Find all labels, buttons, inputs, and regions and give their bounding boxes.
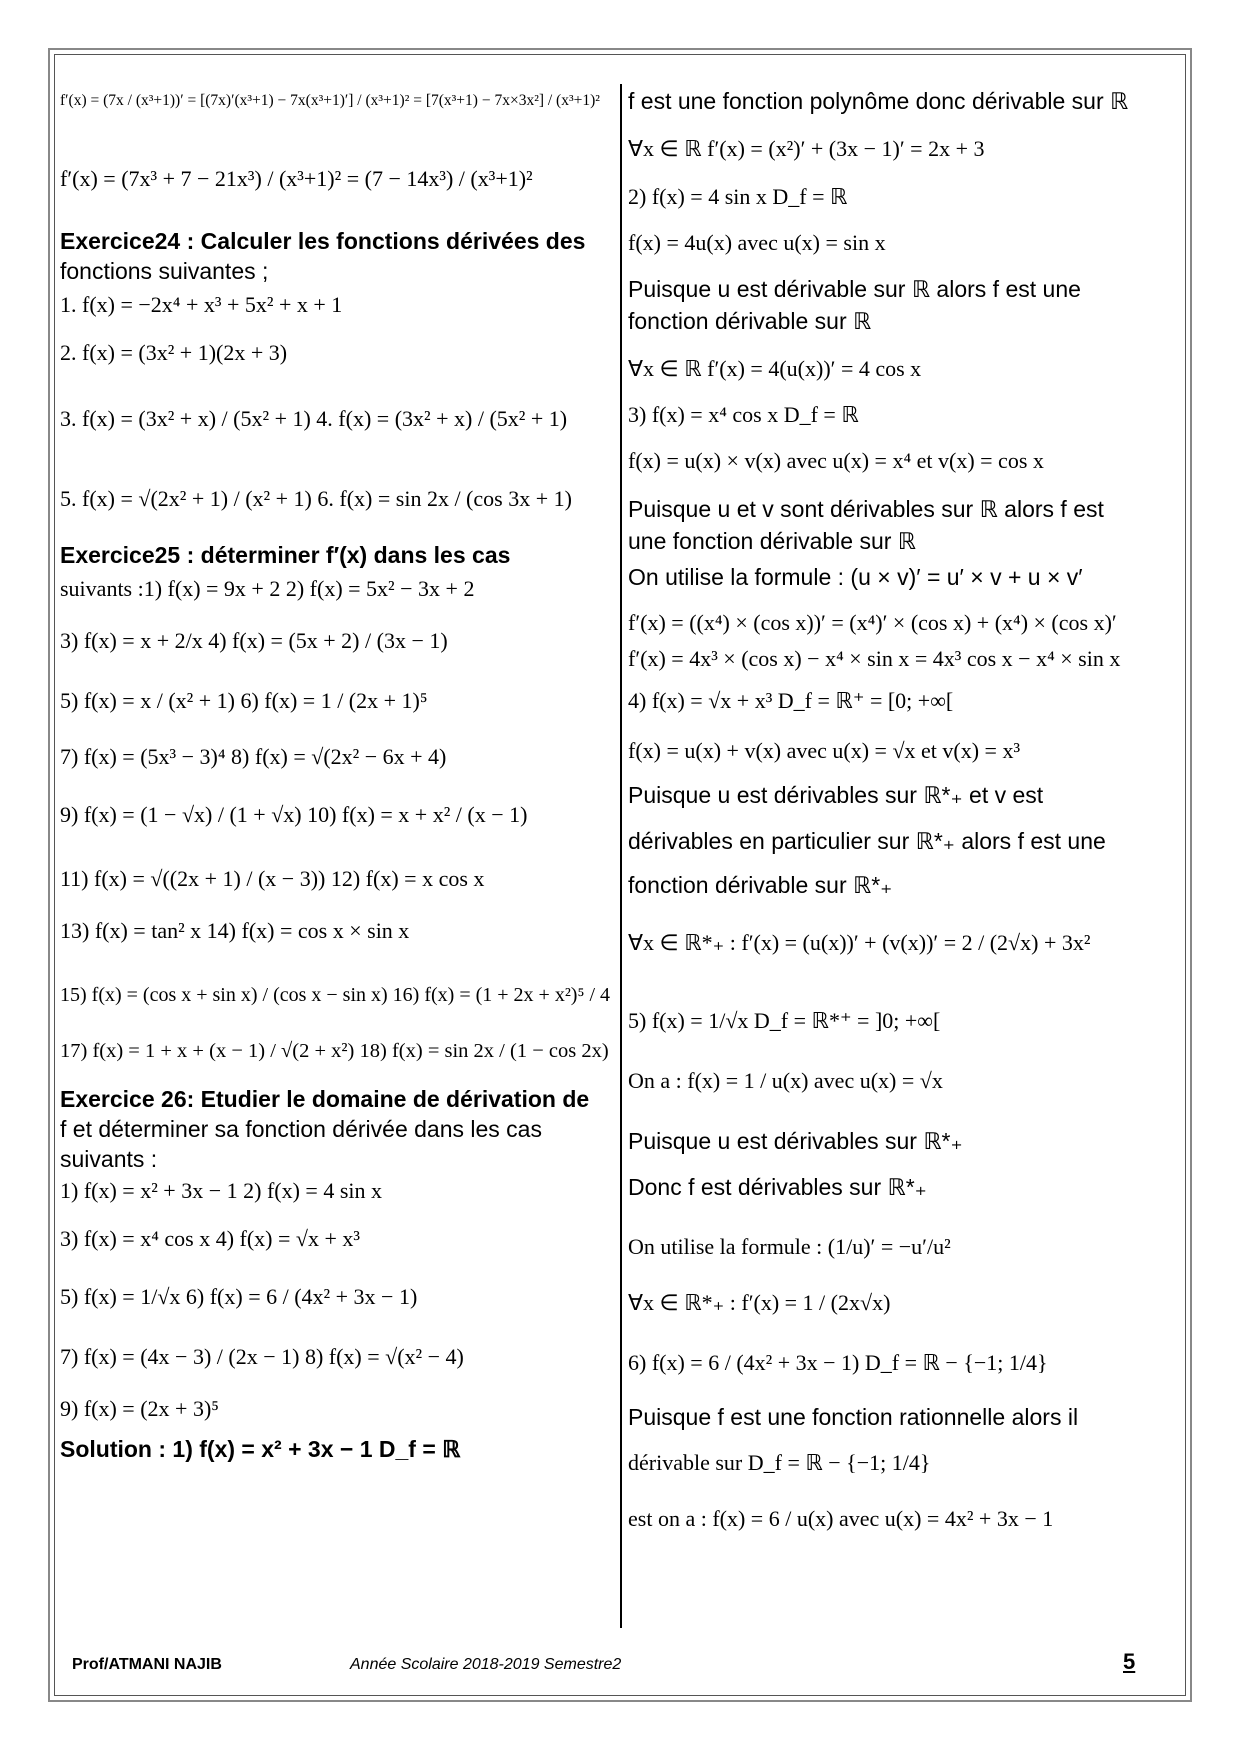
formula-line: 6) f(x) = 6 / (4x² + 3x − 1) D_f = ℝ − {−1; 1/4} bbox=[628, 1350, 1048, 1375]
exercise-item: 3. f(x) = (3x² + x) / (5x² + 1) 4. f(x) = (3x² + x) / (5x² + 1) bbox=[60, 406, 568, 431]
formula-line: 5) f(x) = 1/√x D_f = ℝ*⁺ = ]0; +∞[ bbox=[628, 1008, 941, 1033]
footer-author: Prof/ATMANI NAJIB bbox=[72, 1656, 222, 1673]
footer-school-year: Année Scolaire 2018-2019 Semestre2 bbox=[350, 1656, 622, 1673]
derivative-line: f′(x) = (7x³ + 7 − 21x³) / (x³+1)² = (7 − 14x³) / (x³+1)² bbox=[60, 166, 533, 191]
exercise-item: 2. f(x) = (3x² + 1)(2x + 3) bbox=[60, 340, 288, 365]
text-line: fonctions suivantes ; bbox=[60, 258, 269, 284]
exercise-item: 13) f(x) = tan² x 14) f(x) = cos x × sin x bbox=[60, 918, 410, 943]
text-line: suivants : bbox=[60, 1146, 158, 1172]
formula-line: On a : f(x) = 1 / u(x) avec u(x) = √x bbox=[628, 1068, 943, 1093]
exercise-item: 5. f(x) = √(2x² + 1) / (x² + 1) 6. f(x) = sin 2x / (cos 3x + 1) bbox=[60, 486, 572, 511]
formula-line: est on a : f(x) = 6 / u(x) avec u(x) = 4x² + 3x − 1 bbox=[628, 1506, 1054, 1531]
text-line: fonction dérivable sur ℝ bbox=[628, 308, 872, 334]
formula-line: f(x) = 4u(x) avec u(x) = sin x bbox=[628, 230, 886, 255]
text-line: Puisque u et v sont dérivables sur ℝ alors f est bbox=[628, 496, 1104, 522]
formula-line: 2) f(x) = 4 sin x D_f = ℝ bbox=[628, 184, 848, 209]
exercise-item: 3) f(x) = x⁴ cos x 4) f(x) = √x + x³ bbox=[60, 1226, 360, 1251]
formula-line: ∀x ∈ ℝ f′(x) = 4(u(x))′ = 4 cos x bbox=[628, 356, 922, 381]
text-line: Puisque u est dérivables sur ℝ*₊ et v est bbox=[628, 782, 1044, 808]
exercise-item: 1. f(x) = −2x⁴ + x³ + 5x² + x + 1 bbox=[60, 292, 343, 317]
page-number: 5 bbox=[1123, 1649, 1136, 1674]
formula-line: dérivable sur D_f = ℝ − {−1; 1/4} bbox=[628, 1450, 931, 1475]
text-line: f et déterminer sa fonction dérivée dans les cas bbox=[60, 1116, 542, 1142]
text-line: Puisque f est une fonction rationnelle alors il bbox=[628, 1404, 1079, 1430]
formula-line: f(x) = u(x) × v(x) avec u(x) = x⁴ et v(x) = cos x bbox=[628, 448, 1044, 473]
text-line: fonction dérivable sur ℝ*₊ bbox=[628, 872, 893, 898]
formula-line: 3) f(x) = x⁴ cos x D_f = ℝ bbox=[628, 402, 859, 427]
formula-line: f′(x) = ((x⁴) × (cos x))′ = (x⁴)′ × (cos x) + (x⁴) × (cos x)′ bbox=[628, 610, 1117, 635]
exercise-heading: Exercice 26: Etudier le domaine de dérivation de bbox=[60, 1086, 590, 1112]
formula-line: f′(x) = 4x³ × (cos x) − x⁴ × sin x = 4x³ cos x − x⁴ × sin x bbox=[628, 646, 1121, 671]
exercise-item: 11) f(x) = √((2x + 1) / (x − 3)) 12) f(x) = x cos x bbox=[60, 866, 485, 891]
exercise-item: 5) f(x) = 1/√x 6) f(x) = 6 / (4x² + 3x − 1) bbox=[60, 1284, 418, 1309]
exercise-item: 17) f(x) = 1 + x + (x − 1) / √(2 + x²) 18) f(x) = sin 2x / (1 − cos 2x) bbox=[60, 1040, 609, 1062]
formula-line: ∀x ∈ ℝ f′(x) = (x²)′ + (3x − 1)′ = 2x + 3 bbox=[628, 136, 985, 161]
exercise-item: 5) f(x) = x / (x² + 1) 6) f(x) = 1 / (2x + 1)⁵ bbox=[60, 688, 428, 713]
exercise-item: 9) f(x) = (1 − √x) / (1 + √x) 10) f(x) = x + x² / (x − 1) bbox=[60, 802, 528, 827]
text-line: Donc f est dérivables sur ℝ*₊ bbox=[628, 1174, 927, 1200]
text-line: Puisque u est dérivables sur ℝ*₊ bbox=[628, 1128, 963, 1154]
text-line: f est une fonction polynôme donc dérivable sur ℝ bbox=[628, 88, 1129, 114]
formula-line: ∀x ∈ ℝ*₊ : f′(x) = 1 / (2x√x) bbox=[628, 1290, 891, 1315]
text-line: On utilise la formule : (u × v)′ = u′ × v + u × v′ bbox=[628, 564, 1083, 590]
exercise-heading: Exercice25 : déterminer f′(x) dans les cas bbox=[60, 542, 511, 568]
text-line: Puisque u est dérivable sur ℝ alors f est une bbox=[628, 276, 1081, 302]
exercise-item: 3) f(x) = x + 2/x 4) f(x) = (5x + 2) / (3x − 1) bbox=[60, 628, 448, 653]
exercise-item: 15) f(x) = (cos x + sin x) / (cos x − sin x) 16) f(x) = (1 + 2x + x²)⁵ / 4 bbox=[60, 984, 610, 1006]
column-divider bbox=[620, 84, 622, 1628]
text-line: dérivables en particulier sur ℝ*₊ alors f est une bbox=[628, 828, 1106, 854]
solution-heading: Solution : 1) f(x) = x² + 3x − 1 D_f = ℝ bbox=[60, 1436, 461, 1462]
derivative-line: f′(x) = (7x / (x³+1))′ = [(7x)′(x³+1) − 7x(x³+1)′] / (x³+1)² = [7(x³+1) − 7x×3x²] / (x³+1)² bbox=[60, 92, 600, 109]
formula-line: f(x) = u(x) + v(x) avec u(x) = √x et v(x) = x³ bbox=[628, 738, 1021, 763]
exercise-item: 9) f(x) = (2x + 3)⁵ bbox=[60, 1396, 219, 1421]
exercise-item: 1) f(x) = x² + 3x − 1 2) f(x) = 4 sin x bbox=[60, 1178, 383, 1203]
exercise-item: 7) f(x) = (4x − 3) / (2x − 1) 8) f(x) = √(x² − 4) bbox=[60, 1344, 464, 1369]
text-line: une fonction dérivable sur ℝ bbox=[628, 528, 916, 554]
formula-line: On utilise la formule : (1/u)′ = −u′/u² bbox=[628, 1234, 951, 1259]
formula-line: ∀x ∈ ℝ*₊ : f′(x) = (u(x))′ + (v(x))′ = 2 / (2√x) + 3x² bbox=[628, 930, 1091, 955]
formula-line: 4) f(x) = √x + x³ D_f = ℝ⁺ = [0; +∞[ bbox=[628, 688, 954, 713]
exercise-item: 7) f(x) = (5x³ − 3)⁴ 8) f(x) = √(2x² − 6x + 4) bbox=[60, 744, 447, 769]
exercise-heading: Exercice24 : Calculer les fonctions dérivées des bbox=[60, 228, 586, 254]
exercise-item: suivants :1) f(x) = 9x + 2 2) f(x) = 5x² − 3x + 2 bbox=[60, 576, 475, 601]
